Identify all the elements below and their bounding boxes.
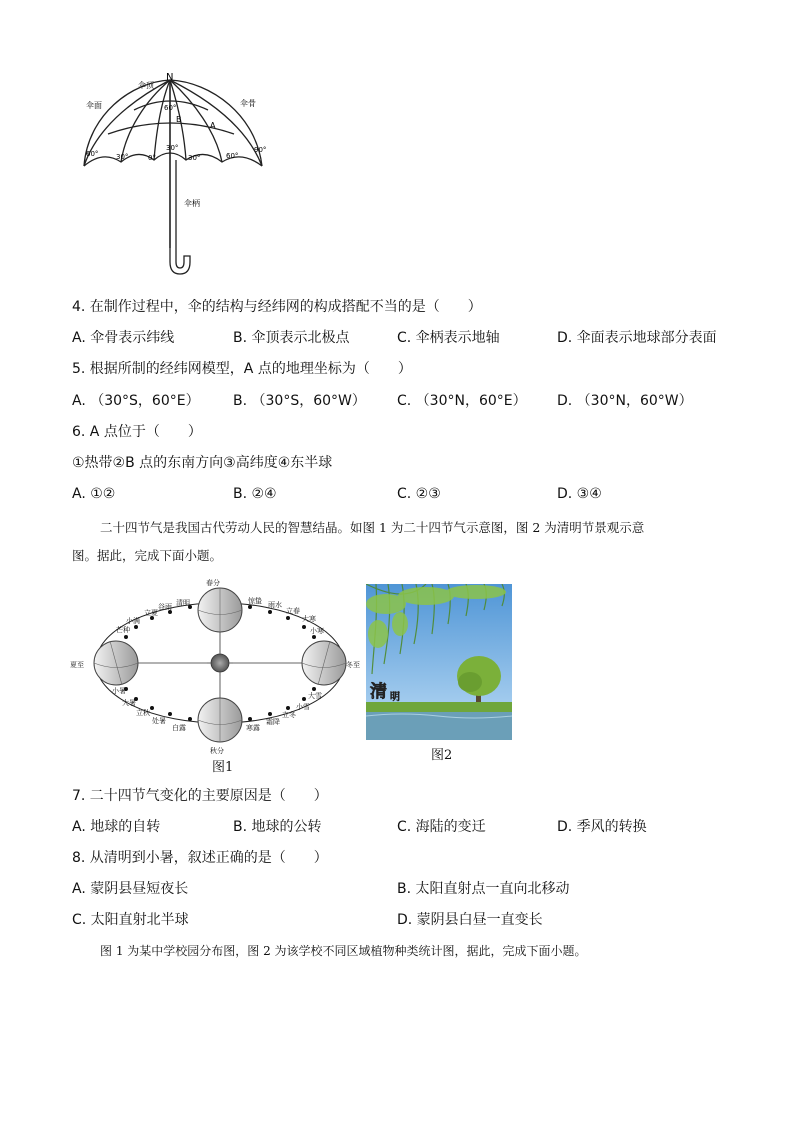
term-shuangjiang: 霜降 [266, 718, 280, 726]
q4-option-b: B. 伞顶表示北极点 [233, 330, 350, 346]
q5-option-d: D. （30°N，60°W） [557, 393, 693, 409]
term-dahan: 大寒 [302, 615, 316, 623]
q5-option-b: B. （30°S，60°W） [233, 393, 366, 409]
term-qingming: 清明 [176, 599, 190, 607]
term-chunfen: 春分 [206, 579, 220, 587]
term-qiufen: 秋分 [210, 747, 224, 755]
solar-terms-diagram [70, 575, 370, 770]
term-hanlu: 寒露 [246, 724, 260, 732]
question-8-stem: 8. 从清明到小暑，叙述正确的是（ ） [72, 850, 328, 866]
lat-30-label: 30° [166, 144, 179, 152]
term-guyu: 谷雨 [158, 603, 172, 611]
question-4-stem: 4. 在制作过程中，伞的结构与经纬网的构成搭配不当的是（ ） [72, 299, 482, 315]
lon-60-right-label: 60° [226, 152, 239, 160]
q7-option-a: A. 地球的自转 [72, 819, 161, 835]
lat-60-label: 60° [164, 104, 177, 112]
sun [211, 654, 229, 672]
term-daxue: 大雪 [308, 692, 322, 700]
term-xiaoxue: 小雪 [296, 703, 310, 711]
term-bailu: 白露 [172, 724, 186, 732]
question-7-stem: 7. 二十四节气变化的主要原因是（ ） [72, 788, 328, 804]
q7-option-b: B. 地球的公转 [233, 819, 322, 835]
figure-2-caption: 图2 [431, 748, 453, 763]
term-lidong: 立冬 [282, 711, 296, 719]
qingming-title-large: 清 [370, 682, 387, 702]
q7-option-d: D. 季风的转换 [557, 819, 647, 835]
intro-paragraph-2: 图 1 为某中学校园分布图，图 2 为该学校不同区域植物种类统计图，据此，完成下面小题。 [100, 944, 587, 958]
figure-1-caption: 图1 [212, 760, 234, 775]
question-5-stem: 5. 根据所制的经纬网模型，A 点的地理坐标为（ ） [72, 361, 412, 377]
term-mangzhong: 芒种 [116, 626, 130, 634]
term-xiaoshu: 小暑 [112, 687, 126, 695]
question-6-stem: 6. A 点位于（ ） [72, 424, 202, 440]
umbrella-top-label: 伞顶 [138, 81, 154, 90]
intro-paragraph-1-line-2: 图。据此，完成下面小题。 [72, 548, 223, 563]
point-a-label: A [210, 121, 216, 130]
umbrella-surface-label: 伞面 [86, 101, 102, 110]
term-xiazhi: 夏至 [70, 661, 84, 669]
lon-30-left-label: 30° [116, 153, 129, 161]
qingming-title-small: 明 [390, 692, 400, 703]
term-yushui: 雨水 [268, 601, 282, 609]
intro-paragraph-1-line-1: 二十四节气是我国古代劳动人民的智慧结晶。如图 1 为二十四节气示意图，图 2 为清明节景观示意 [100, 520, 645, 535]
lon-0-label: 0° [148, 154, 156, 162]
q6-option-b: B. ②④ [233, 486, 277, 502]
qingming-landscape-image [366, 584, 512, 740]
q4-option-a: A. 伞骨表示纬线 [72, 330, 175, 346]
q8-option-d: D. 蒙阴县白昼一直变长 [397, 912, 543, 928]
north-label: N [166, 72, 174, 83]
q8-option-b: B. 太阳直射点一直向北移动 [397, 881, 570, 897]
q5-option-c: C. （30°N，60°E） [397, 393, 527, 409]
q6-option-a: A. ①② [72, 486, 116, 502]
q7-option-c: C. 海陆的变迁 [397, 819, 486, 835]
q4-option-c: C. 伞柄表示地轴 [397, 330, 500, 346]
umbrella-figure [76, 70, 276, 280]
term-chushu: 处暑 [152, 717, 166, 725]
point-b-label: B [176, 115, 182, 124]
q8-option-a: A. 蒙阴县昼短夜长 [72, 881, 189, 897]
question-6-choices: ①热带②B 点的东南方向③高纬度④东半球 [72, 455, 333, 471]
lon-90-right-label: 90° [254, 146, 267, 154]
term-dongzhi: 冬至 [346, 661, 360, 669]
q5-option-a: A. （30°S，60°E） [72, 393, 200, 409]
q6-option-d: D. ③④ [557, 486, 602, 502]
q8-option-c: C. 太阳直射北半球 [72, 912, 189, 928]
term-lichun: 立春 [286, 607, 300, 615]
q6-option-c: C. ②③ [397, 486, 441, 502]
term-lixia: 立夏 [144, 609, 158, 617]
umbrella-handle-label: 伞柄 [184, 199, 200, 208]
term-jingzhe: 惊蛰 [248, 597, 262, 605]
term-liqiu: 立秋 [136, 709, 150, 717]
lon-60-left-label: 60° [86, 150, 99, 158]
lon-30-right-label: 30° [188, 154, 201, 162]
term-xiaoman: 小满 [126, 617, 140, 625]
term-xiaohan: 小寒 [310, 627, 324, 635]
term-dashu: 大暑 [122, 699, 136, 707]
umbrella-rib-label: 伞骨 [240, 99, 256, 108]
q4-option-d: D. 伞面表示地球部分表面 [557, 330, 717, 346]
